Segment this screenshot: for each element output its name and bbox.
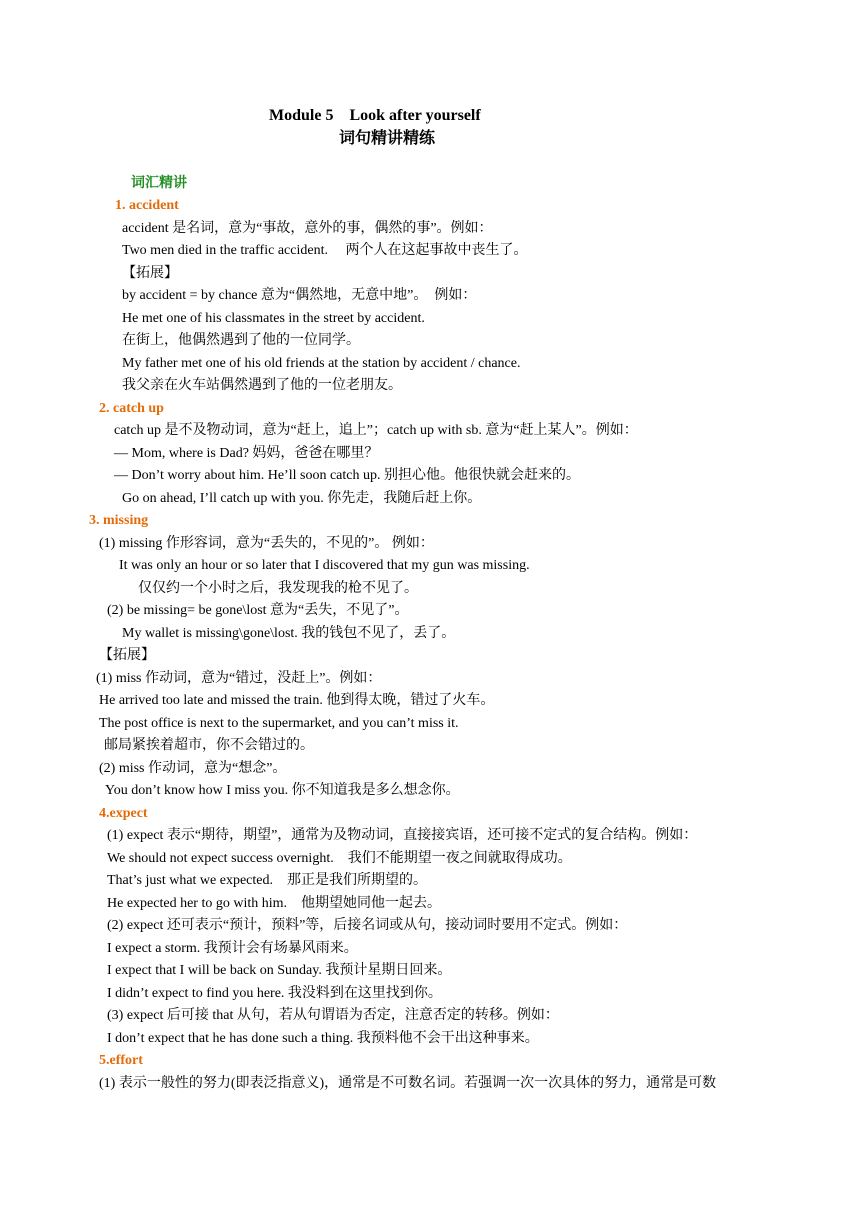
text-line: You don’t know how I miss you. 你不知道我是多么想念你。: [105, 783, 460, 798]
text-line: That’s just what we expected. 那正是我们所期望的。: [107, 873, 428, 888]
text-line: (1) miss 作动词，意为“错过，没赶上”。例如：: [96, 671, 382, 686]
text-line: (1) expect 表示“期待，期望”，通常为及物动词，直接接宾语，还可接不定式的复合结构。例如：: [107, 828, 698, 843]
text-line: 【拓展】: [122, 266, 178, 281]
text-line: I don’t expect that he has done such a thing. 我预料他不会干出这种事来。: [107, 1031, 539, 1046]
text-line: (3) expect 后可接 that 从句，若从句谓语为否定，注意否定的转移。例如：: [107, 1008, 559, 1023]
entry-heading-accident: 1. accident: [115, 198, 179, 213]
text-line: — Don’t worry about him. He’ll soon catch up. 别担心他。他很快就会赶来的。: [114, 468, 580, 483]
text-line: The post office is next to the supermarket, and you can’t miss it.: [99, 716, 459, 731]
entry-heading-catch-up: 2. catch up: [99, 401, 164, 416]
text-line: It was only an hour or so later that I discovered that my gun was missing.: [119, 558, 530, 573]
text-line: catch up 是不及物动词，意为“赶上，追上”；catch up with sb. 意为“赶上某人”。例如：: [114, 423, 638, 438]
text-line: He arrived too late and missed the train. 他到得太晚，错过了火车。: [99, 693, 495, 708]
text-line: — Mom, where is Dad? 妈妈，爸爸在哪里？: [114, 446, 379, 461]
page-subtitle: 词句精讲精练: [339, 130, 436, 147]
text-line: 【拓展】: [99, 648, 155, 663]
text-line: My wallet is missing\gone\lost. 我的钱包不见了，丢了。: [122, 626, 456, 641]
text-line: (1) missing 作形容词，意为“丢失的，不见的”。 例如：: [99, 536, 434, 551]
text-line: 在街上，他偶然遇到了他的一位同学。: [122, 333, 360, 348]
text-line: I didn’t expect to find you here. 我没料到在这里找到你。: [107, 986, 442, 1001]
entry-heading-missing: 3. missing: [89, 513, 149, 528]
text-line: He expected her to go with him. 他期望她同他一起去。: [107, 896, 442, 911]
text-line: I expect that I will be back on Sunday. 我预计星期日回来。: [107, 963, 452, 978]
text-line: by accident = by chance 意为“偶然地，无意中地”。 例如：: [122, 288, 477, 303]
text-line: accident 是名词，意为“事故，意外的事，偶然的事”。例如：: [122, 221, 493, 236]
text-line: Go on ahead, I’ll catch up with you. 你先走，我随后赶上你。: [122, 491, 482, 506]
text-line: (1) 表示一般性的努力(即表泛指意义)，通常是不可数名词。若强调一次一次具体的努力，通常是可数: [99, 1076, 717, 1091]
text-line: My father met one of his old friends at the station by accident / chance.: [122, 356, 521, 371]
text-line: I expect a storm. 我预计会有场暴风雨来。: [107, 941, 358, 956]
text-line: 仅仅约一个小时之后，我发现我的枪不见了。: [138, 581, 418, 596]
text-line: Two men died in the traffic accident. 两个人在这起事故中丧生了。: [122, 243, 528, 258]
text-line: (2) miss 作动词，意为“想念”。: [99, 761, 287, 776]
text-line: We should not expect success overnight. 我们不能期望一夜之间就取得成功。: [107, 851, 572, 866]
entry-heading-expect: 4.expect: [99, 806, 148, 821]
text-line: 我父亲在火车站偶然遇到了他的一位老朋友。: [122, 378, 402, 393]
text-line: He met one of his classmates in the street by accident.: [122, 311, 425, 326]
section-heading: 词汇精讲: [131, 176, 187, 191]
text-line: (2) be missing= be gone\lost 意为“丢失，不见了”。: [107, 603, 409, 618]
text-line: (2) expect 还可表示“预计，预料”等，后接名词或从句，接动词时要用不定式。例如：: [107, 918, 628, 933]
page-title: Module 5 Look after yourself: [269, 107, 481, 124]
entry-heading-effort: 5.effort: [99, 1053, 143, 1068]
text-line: 邮局紧挨着超市，你不会错过的。: [104, 738, 314, 753]
